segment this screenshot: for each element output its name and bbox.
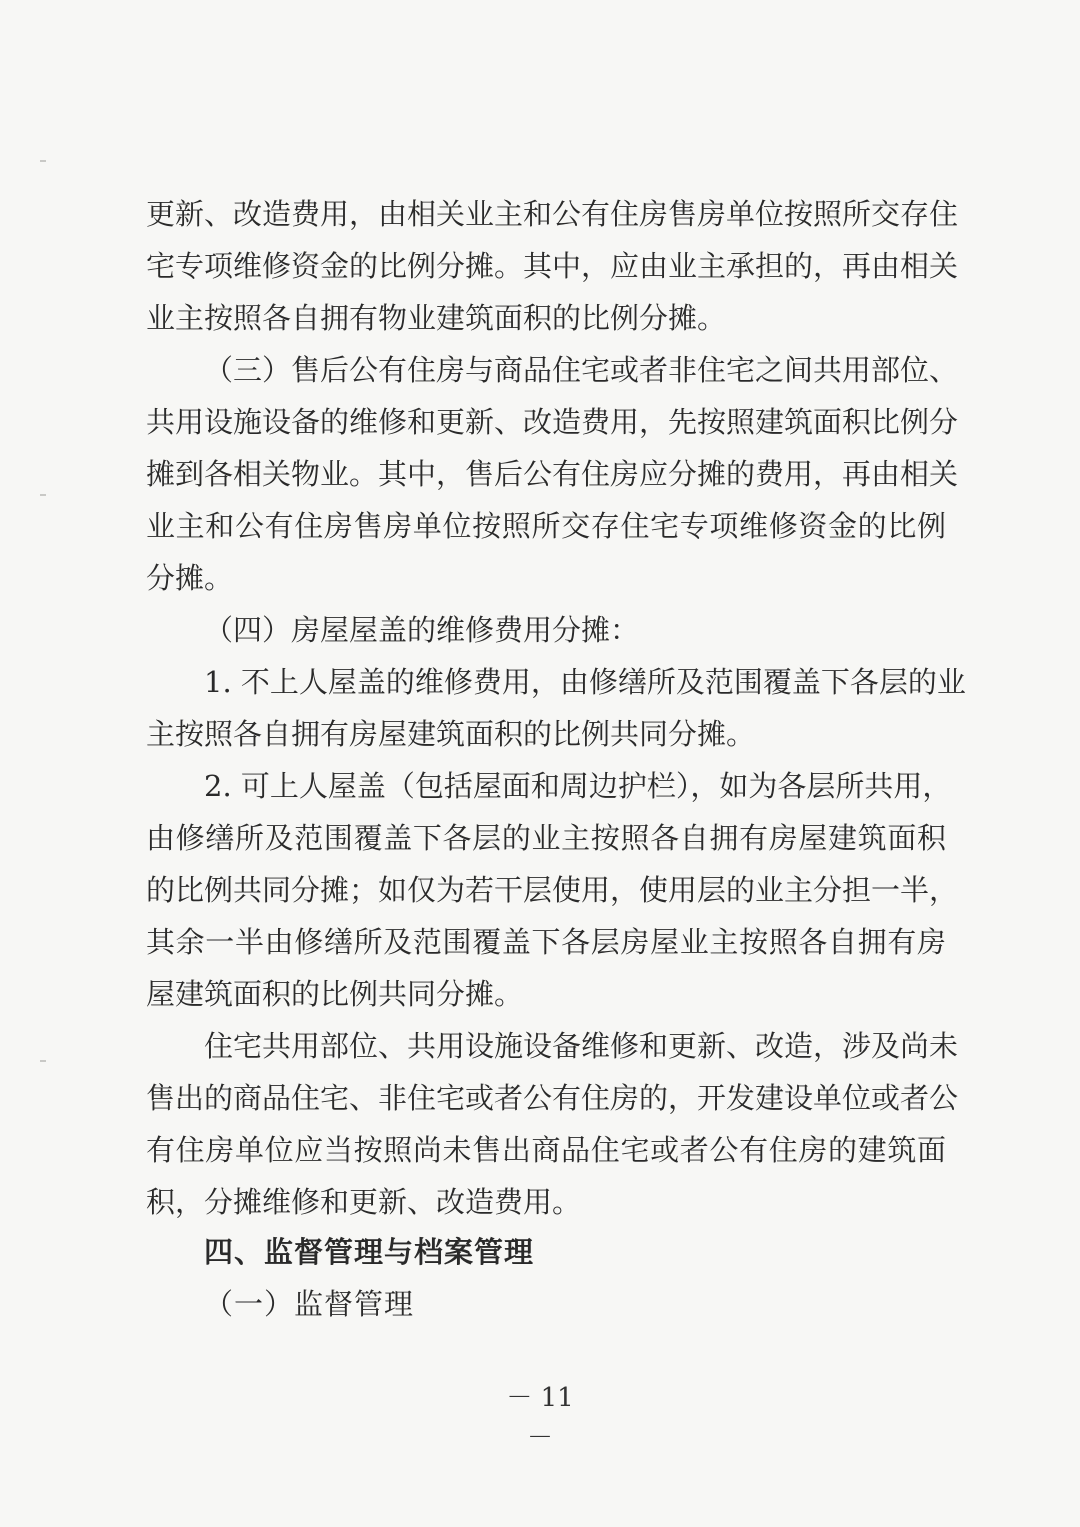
body-line-5: 共用设施设备的维修和更新、改造费用，先按照建筑面积比例分	[146, 405, 959, 439]
body-line-2: 宅专项维修资金的比例分摊。其中，应由业主承担的，再由相关	[146, 249, 959, 283]
chapter-heading: 四、监督管理与档案管理	[204, 1235, 535, 1269]
section-3-first-line: （三）售后公有住房与商品住宅或者非住宅之间共用部位、	[204, 353, 959, 387]
scan-artifact-mark	[40, 494, 46, 496]
body-line-3: 业主按照各自拥有物业建筑面积的比例分摊。	[146, 301, 727, 335]
paragraph-residential-first-line: 住宅共用部位、共用设施设备维修和更新、改造，涉及尚未	[204, 1029, 959, 1063]
body-line-14: 的比例共同分摊；如仅为若干层使用，使用层的业主分担一半，	[146, 873, 959, 907]
body-line-8: 分摊。	[146, 561, 234, 595]
body-line-19: 有住房单位应当按照尚未售出商品住宅或者公有住房的建筑面	[146, 1133, 946, 1167]
subsection-heading: （一）监督管理	[204, 1287, 415, 1321]
body-line-6: 摊到各相关物业。其中，售后公有住房应分摊的费用，再由相关	[146, 457, 959, 491]
body-line-16: 屋建筑面积的比例共同分摊。	[146, 977, 524, 1011]
item-1-first-line: 1. 不上人屋盖的维修费用，由修缮所及范围覆盖下各层的业	[204, 665, 966, 699]
item-2-first-line: 2. 可上人屋盖（包括屋面和周边护栏），如为各层所共用，	[204, 769, 952, 803]
body-line-11: 主按照各自拥有房屋建筑面积的比例共同分摊。	[146, 717, 756, 751]
section-4-heading-line: （四）房屋屋盖的维修费用分摊：	[204, 613, 640, 647]
page-number: － 11 －	[506, 1383, 574, 1453]
body-line-18: 售出的商品住宅、非住宅或者公有住房的，开发建设单位或者公	[146, 1081, 959, 1115]
body-line-7: 业主和公有住房售房单位按照所交存住宅专项维修资金的比例	[146, 509, 946, 543]
scan-artifact-mark	[40, 1060, 46, 1062]
body-line-13: 由修缮所及范围覆盖下各层的业主按照各自拥有房屋建筑面积	[146, 821, 946, 855]
body-line-1: 更新、改造费用，由相关业主和公有住房售房单位按照所交存住	[146, 197, 959, 231]
body-line-15: 其余一半由修缮所及范围覆盖下各层房屋业主按照各自拥有房	[146, 925, 946, 959]
scan-artifact-mark	[40, 160, 46, 162]
body-line-20: 积，分摊维修和更新、改造费用。	[146, 1185, 582, 1219]
